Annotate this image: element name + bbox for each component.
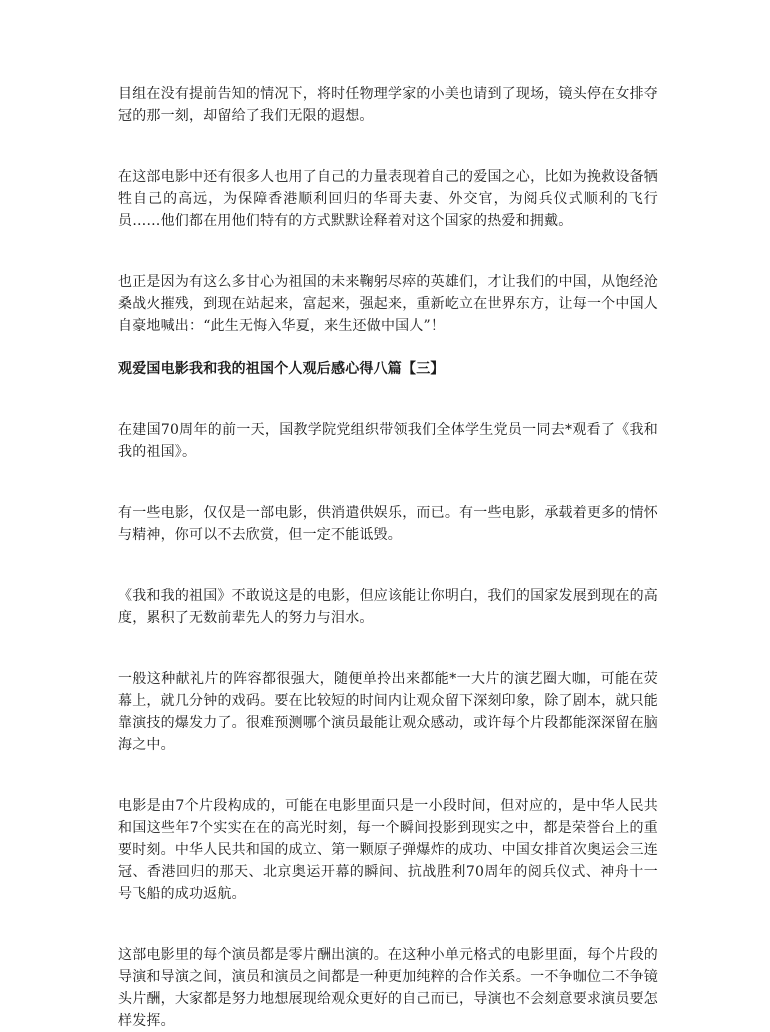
paragraph: 电影是由7个片段构成的，可能在电影里面只是一小段时间，但对应的，是中华人民共和国这些年7个实实在在的高光时刻，每一个瞬间投影到现实之中，都是荣誉台上的重要时刻。中华人民共和国的成立、第一颗原子弹爆炸的成功、中国女排首次奥运会三连冠、香港回归的那天、北京奥运开幕的瞬间、抗战胜利70周年的阅兵仪式、神舟十一号飞船的成功返航。 [118, 798, 658, 902]
paragraph-gap [118, 232, 658, 271]
paragraph: 也正是因为有这么多甘心为祖国的未来鞠躬尽瘁的英雄们，才让我们的中国，从饱经沧桑战火摧残，到现在站起来，富起来，强起来，重新屹立在世界东方，让每一个中国人自豪地喊出：“此生无悔入华夏，来生还做中国人”！ [118, 274, 658, 334]
paragraph-gap [118, 546, 658, 585]
document-page [118, 83, 658, 1032]
paragraph: 目组在没有提前告知的情况下，将时任物理学家的小美也请到了现场，镜头停在女排夺冠的那一刻，却留给了我们无限的遐想。 [118, 86, 658, 124]
paragraph-gap [118, 756, 658, 795]
paragraph-gap [118, 905, 658, 944]
paragraph-gap [118, 380, 658, 419]
paragraph: 这部电影里的每个演员都是零片酬出演的。在这种小单元格式的电影里面，每个片段的导演和导演之间，演员和演员之间都是一种更加纯粹的合作关系。一不争咖位二不争镜头片酬，大家都是努力地想展现给观众更好的自己而已，导演也不会刻意要求演员要怎样发挥。 [118, 947, 658, 1029]
paragraph-gap [118, 463, 658, 502]
section-heading: 观爱国电影我和我的祖国个人观后感心得八篇【三】 [118, 361, 445, 377]
paragraph-gap [118, 127, 658, 166]
paragraph-gap [118, 337, 658, 358]
paragraph: 在建国70周年的前一天，国教学院党组织带领我们全体学生党员一同去*观看了《我和我的祖国》。 [118, 422, 658, 460]
paragraph: 一般这种献礼片的阵容都很强大，随便单拎出来都能*一大片的演艺圈大咖，可能在荧幕上，就几分钟的戏码。要在比较短的时间内让观众留下深刻印象，除了剧本，就只能靠演技的爆发力了。很难预测哪个演员最能让观众感动，或许每个片段都能深深留在脑海之中。 [118, 671, 658, 753]
paragraph: 在这部电影中还有很多人也用了自己的力量表现着自己的爱国之心，比如为挽救设备牺牲自己的高远，为保障香港顺利回归的华哥夫妻、外交官，为阅兵仪式顺利的飞行员……他们都在用他们特有的方式默默诠释着对这个国家的热爱和拥戴。 [118, 169, 658, 229]
paragraph-gap [118, 629, 658, 668]
paragraph: 《我和我的祖国》不敢说这是的电影，但应该能让你明白，我们的国家发展到现在的高度，累积了无数前辈先人的努力与泪水。 [118, 588, 658, 626]
paragraph: 有一些电影，仅仅是一部电影，供消遣供娱乐，而已。有一些电影，承载着更多的情怀与精神，你可以不去欣赏，但一定不能诋毁。 [118, 505, 658, 543]
